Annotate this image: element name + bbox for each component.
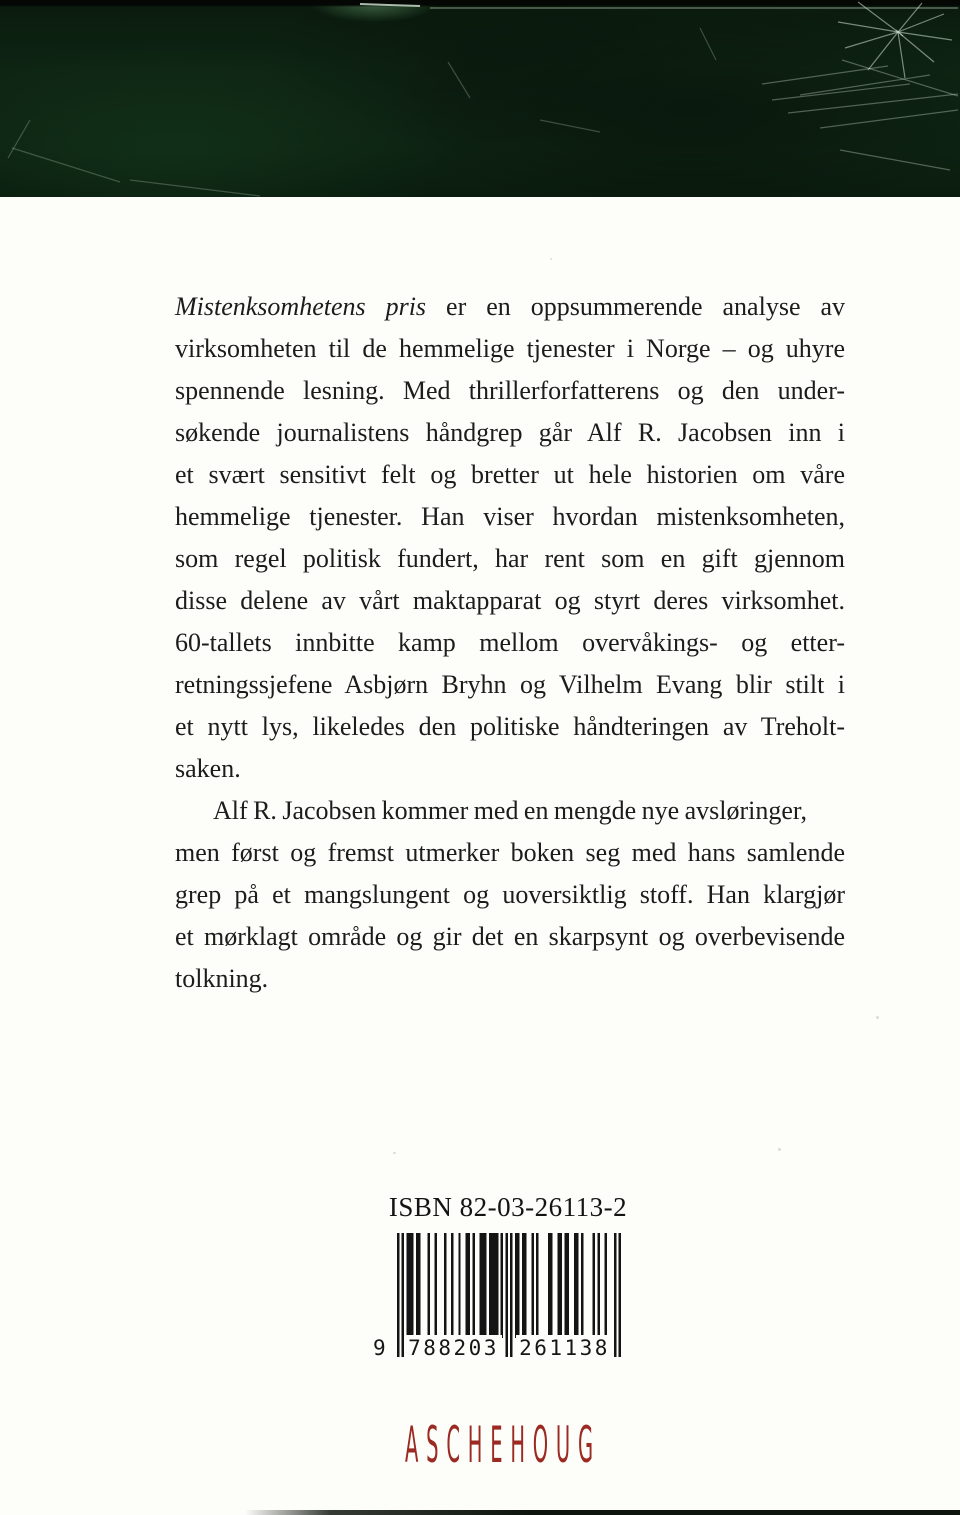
blurb-line: tolkning. — [175, 964, 269, 993]
page-bottom-edge-shadow — [245, 1510, 960, 1515]
blurb-line: Mistenksomhetens pris er en oppsummerende analyse av — [175, 292, 845, 321]
blurb-line: men først og fremst utmerker boken seg med hans samlende — [175, 838, 845, 867]
blurb-line: retningssjefene Asbjørn Bryhn og Vilhelm Evang blir stilt i — [175, 670, 845, 699]
blurb-line: virksomheten til de hemmelige tjenester i Norge – og uhyre — [175, 334, 845, 363]
barcode-digits-right: 261138 — [516, 1335, 613, 1361]
blurb-line: et svært sensitivt felt og bretter ut hele historien om våre — [175, 460, 845, 489]
dust-speck — [393, 1152, 396, 1154]
publisher-name: ASCHEHOUG — [405, 1416, 601, 1474]
blurb-line: søkende journalistens håndgrep går Alf R. Jacobsen inn i — [175, 418, 845, 447]
ean-barcode — [373, 1233, 621, 1365]
dust-speck — [550, 258, 552, 260]
dust-speck — [876, 1016, 879, 1019]
dust-speck — [778, 1148, 781, 1151]
blurb-line: hemmelige tjenester. Han viser hvordan mistenksomheten, — [175, 502, 845, 531]
blurb-line: et nytt lys, likeledes den politiske håndteringen av Treholt- — [175, 712, 845, 741]
blurb-line: som regel politisk fundert, har rent som en gift gjennom — [175, 544, 845, 573]
blurb-line: grep på et mangslungent og uoversiktlig stoff. Han klargjør — [175, 880, 845, 909]
isbn-label: ISBN 82-03-26113-2 — [388, 1192, 628, 1222]
barcode-digits-left: 788203 — [405, 1335, 502, 1361]
blurb-line: et mørklagt område og gir det en skarpsynt og overbevisende — [175, 922, 845, 951]
blurb-line: saken. — [175, 754, 241, 783]
dust-jacket-top-band — [0, 0, 960, 197]
scratch-marks-overlay — [0, 0, 960, 197]
barcode-digit-leading: 9 — [373, 1336, 386, 1360]
blurb-line: Alf R. Jacobsen kommer med en mengde nye avsløringer, — [213, 796, 807, 825]
publisher-logo — [405, 1416, 905, 1474]
blurb-line: spennende lesning. Med thrillerforfatterens og den under- — [175, 376, 845, 405]
blurb-text — [175, 286, 845, 1000]
blurb-line: 60-tallets innbitte kamp mellom overvåkings- og etter- — [175, 628, 845, 657]
blurb-line: disse delene av vårt maktapparat og styrt deres virksomhet. — [175, 586, 845, 615]
